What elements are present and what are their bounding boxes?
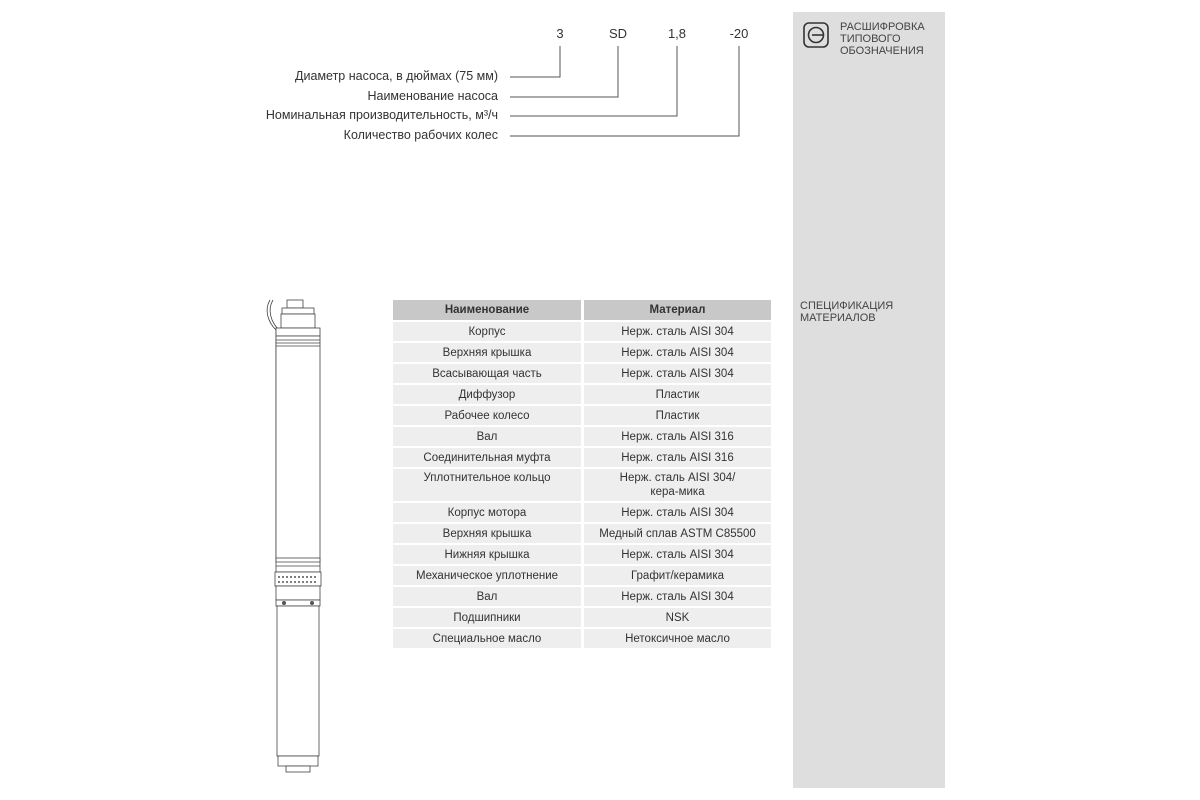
label-diameter: Диаметр насоса, в дюймах (75 мм) xyxy=(295,69,498,83)
cell-material: Нерж. сталь AISI 316 xyxy=(584,448,771,467)
code-part-diameter: 3 xyxy=(556,26,564,41)
header-name: Наименование xyxy=(393,300,584,320)
code-part-impellers: -20 xyxy=(729,26,749,41)
table-header xyxy=(393,300,771,320)
section-title-materials: СПЕЦИФИКАЦИЯ МАТЕРИАЛОВ xyxy=(800,300,894,324)
cell-material: Нерж. сталь AISI 304 xyxy=(584,322,771,341)
cell-material: Нерж. сталь AISI 304 xyxy=(584,503,771,522)
table-row xyxy=(393,608,771,627)
designation-icon xyxy=(803,22,829,48)
cell-name: Уплотнительное кольцо xyxy=(393,469,584,501)
cell-material: Нетоксичное масло xyxy=(584,629,771,648)
cell-name: Диффузор xyxy=(393,385,584,404)
sidebar xyxy=(793,12,945,788)
cell-name: Рабочее колесо xyxy=(393,406,584,425)
cell-name: Всасывающая часть xyxy=(393,364,584,383)
cell-name: Механическое уплотнение xyxy=(393,566,584,585)
cell-material: NSK xyxy=(584,608,771,627)
cell-material: Медный сплав ASTM C85500 xyxy=(584,524,771,543)
section-title-designation: РАСШИФРОВКА ТИПОВОГО ОБОЗНАЧЕНИЯ xyxy=(840,21,925,57)
cell-material: Нерж. сталь AISI 304 xyxy=(584,545,771,564)
header-material: Материал xyxy=(584,300,771,320)
cell-name: Специальное масло xyxy=(393,629,584,648)
cell-name: Корпус xyxy=(393,322,584,341)
table-row xyxy=(393,629,771,648)
cell-name: Верхняя крышка xyxy=(393,524,584,543)
table-row xyxy=(393,385,771,404)
cell-material: Нерж. сталь AISI 316 xyxy=(584,427,771,446)
table-row xyxy=(393,322,771,341)
cell-name: Вал xyxy=(393,587,584,606)
table-row xyxy=(393,427,771,446)
cell-material: Пластик xyxy=(584,385,771,404)
cell-name: Корпус мотора xyxy=(393,503,584,522)
cell-name: Подшипники xyxy=(393,608,584,627)
cell-material: Нерж. сталь AISI 304 xyxy=(584,587,771,606)
code-part-capacity: 1,8 xyxy=(667,26,687,41)
table-row xyxy=(393,566,771,585)
pump-drawing xyxy=(262,296,328,776)
table-row xyxy=(393,587,771,606)
cell-name: Верхняя крышка xyxy=(393,343,584,362)
label-pump-name: Наименование насоса xyxy=(367,89,498,103)
table-row xyxy=(393,343,771,362)
cell-name: Соединительная муфта xyxy=(393,448,584,467)
cell-material: Нерж. сталь AISI 304/кера-мика xyxy=(584,469,771,501)
cell-material: Нерж. сталь AISI 304 xyxy=(584,364,771,383)
cell-name: Вал xyxy=(393,427,584,446)
materials-table xyxy=(393,298,771,650)
table-row xyxy=(393,503,771,522)
table-row xyxy=(393,448,771,467)
table-row xyxy=(393,469,771,501)
label-capacity: Номинальная производительность, м³/ч xyxy=(265,108,498,122)
table-row xyxy=(393,545,771,564)
cell-material: Нерж. сталь AISI 304 xyxy=(584,343,771,362)
label-impellers: Количество рабочих колес xyxy=(343,128,498,142)
table-row xyxy=(393,406,771,425)
cell-material: Пластик xyxy=(584,406,771,425)
cell-name: Нижняя крышка xyxy=(393,545,584,564)
cell-material: Графит/керамика xyxy=(584,566,771,585)
code-part-name: SD xyxy=(608,26,628,41)
table-row xyxy=(393,364,771,383)
table-row xyxy=(393,524,771,543)
